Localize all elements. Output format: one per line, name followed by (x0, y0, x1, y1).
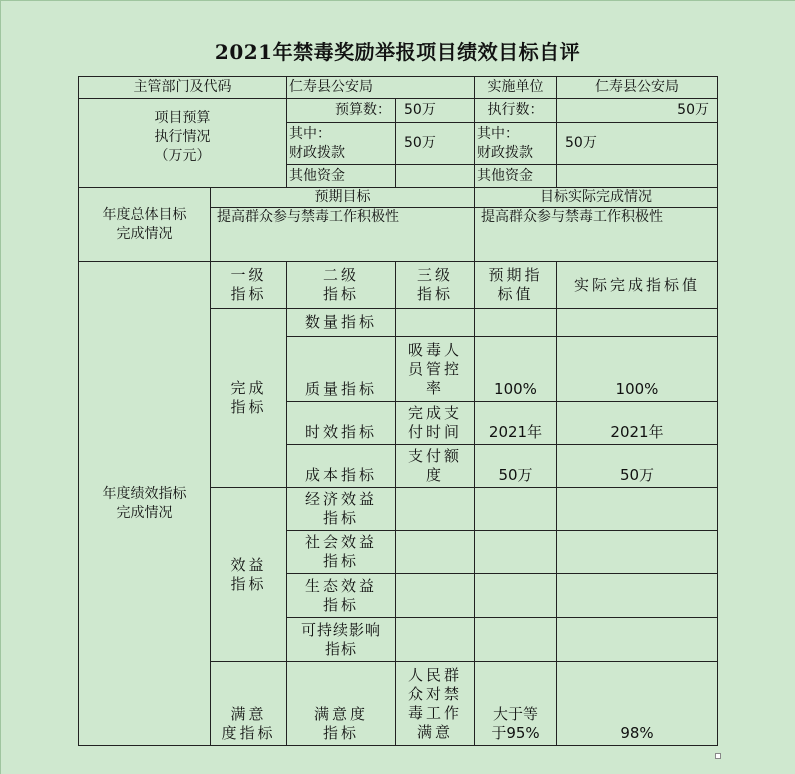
executed-label: 执行数： (475, 99, 557, 123)
indicator-actual[interactable]: 2021年 (557, 402, 718, 445)
indicator-expected[interactable]: 大于等 于95% (475, 662, 557, 746)
indicator-actual[interactable] (557, 488, 718, 531)
indicator-l2: 质量指标 (287, 337, 396, 402)
indicator-l2: 数量指标 (287, 309, 396, 337)
planned-label: 预算数： (287, 99, 396, 123)
indicator-l3[interactable] (396, 618, 475, 662)
output-indicator-label: 完成 指标 (211, 309, 287, 488)
unit-label: 实施单位 (475, 77, 557, 99)
indicator-l3[interactable]: 吸毒人 员管控 率 (396, 337, 475, 402)
goals-section-label: 年度总体目标 完成情况 (79, 188, 211, 262)
indicator-actual[interactable]: 100% (557, 337, 718, 402)
indicator-expected[interactable]: 2021年 (475, 402, 557, 445)
other-funds-planned[interactable] (396, 165, 475, 188)
unit-value[interactable]: 仁寿县公安局 (557, 77, 718, 99)
satisfaction-indicator-label: 满意 度指标 (211, 662, 287, 746)
indicator-actual[interactable] (557, 618, 718, 662)
indicator-expected[interactable]: 50万 (475, 445, 557, 488)
indicator-expected[interactable] (475, 618, 557, 662)
other-funds-label: 其他资金 (287, 165, 396, 188)
indicator-l3[interactable]: 支付额 度 (396, 445, 475, 488)
indicator-actual[interactable] (557, 531, 718, 574)
expected-goal-header: 预期目标 (211, 188, 475, 208)
budget-row-planned (79, 99, 718, 123)
indicator-l2: 满意度 指标 (287, 662, 396, 746)
actual-goal-header: 目标实际完成情况 (475, 188, 718, 208)
window-edge-top (0, 0, 795, 1)
expected-goal-text[interactable]: 提高群众参与禁毒工作积极性 (211, 208, 475, 262)
indicator-l3[interactable] (396, 531, 475, 574)
fiscal-label: 其中： 财政拨款 (287, 123, 396, 165)
actual-goal-text[interactable]: 提高群众参与禁毒工作积极性 (475, 208, 718, 262)
indicator-l3[interactable]: 人民群 众对禁 毒工作 满意 (396, 662, 475, 746)
header-row (79, 77, 718, 99)
budget-section-label: 项目预算 执行情况 （万元） (79, 99, 287, 188)
fiscal-executed-label: 其中： 财政拨款 (475, 123, 557, 165)
fiscal-planned[interactable]: 50万 (396, 123, 475, 165)
indicator-expected[interactable] (475, 531, 557, 574)
indicator-l3[interactable] (396, 574, 475, 618)
table-resize-handle[interactable] (715, 753, 721, 759)
benefit-indicator-label: 效益 指标 (211, 488, 287, 662)
goals-header-row (79, 188, 718, 208)
fiscal-executed[interactable]: 50万 (557, 123, 718, 165)
indicator-expected[interactable] (475, 309, 557, 337)
indicator-l2: 时效指标 (287, 402, 396, 445)
indicator-actual[interactable] (557, 309, 718, 337)
indicator-l3[interactable]: 完成支 付时间 (396, 402, 475, 445)
executed-value[interactable]: 50万 (557, 99, 718, 123)
performance-header-row (79, 262, 718, 309)
indicator-l2: 可持续影响 指标 (287, 618, 396, 662)
indicator-expected[interactable] (475, 574, 557, 618)
indicator-l2: 生态效益 指标 (287, 574, 396, 618)
page-title: 2021年禁毒奖励举报项目绩效目标自评 (214, 40, 581, 64)
indicator-expected[interactable] (475, 488, 557, 531)
indicator-l2: 成本指标 (287, 445, 396, 488)
window-edge-left (0, 0, 1, 774)
other-funds-executed[interactable] (557, 165, 718, 188)
col-level3-header: 三级 指标 (396, 262, 475, 309)
indicator-l2: 经济效益 指标 (287, 488, 396, 531)
col-actual-header: 实际完成指标值 (557, 262, 718, 309)
col-expected-header: 预期指 标值 (475, 262, 557, 309)
other-funds-executed-label: 其他资金 (475, 165, 557, 188)
dept-label: 主管部门及代码 (79, 77, 287, 99)
indicator-l3[interactable] (396, 488, 475, 531)
indicator-actual[interactable]: 50万 (557, 445, 718, 488)
evaluation-table (78, 76, 718, 746)
indicator-expected[interactable]: 100% (475, 337, 557, 402)
indicator-l2: 社会效益 指标 (287, 531, 396, 574)
indicator-actual[interactable]: 98% (557, 662, 718, 746)
col-level2-header: 二级 指标 (287, 262, 396, 309)
col-level1-header: 一级 指标 (211, 262, 287, 309)
indicator-actual[interactable] (557, 574, 718, 618)
dept-value[interactable]: 仁寿县公安局 (287, 77, 475, 99)
performance-section-label: 年度绩效指标 完成情况 (79, 262, 211, 746)
planned-value[interactable]: 50万 (396, 99, 475, 123)
indicator-l3[interactable] (396, 309, 475, 337)
